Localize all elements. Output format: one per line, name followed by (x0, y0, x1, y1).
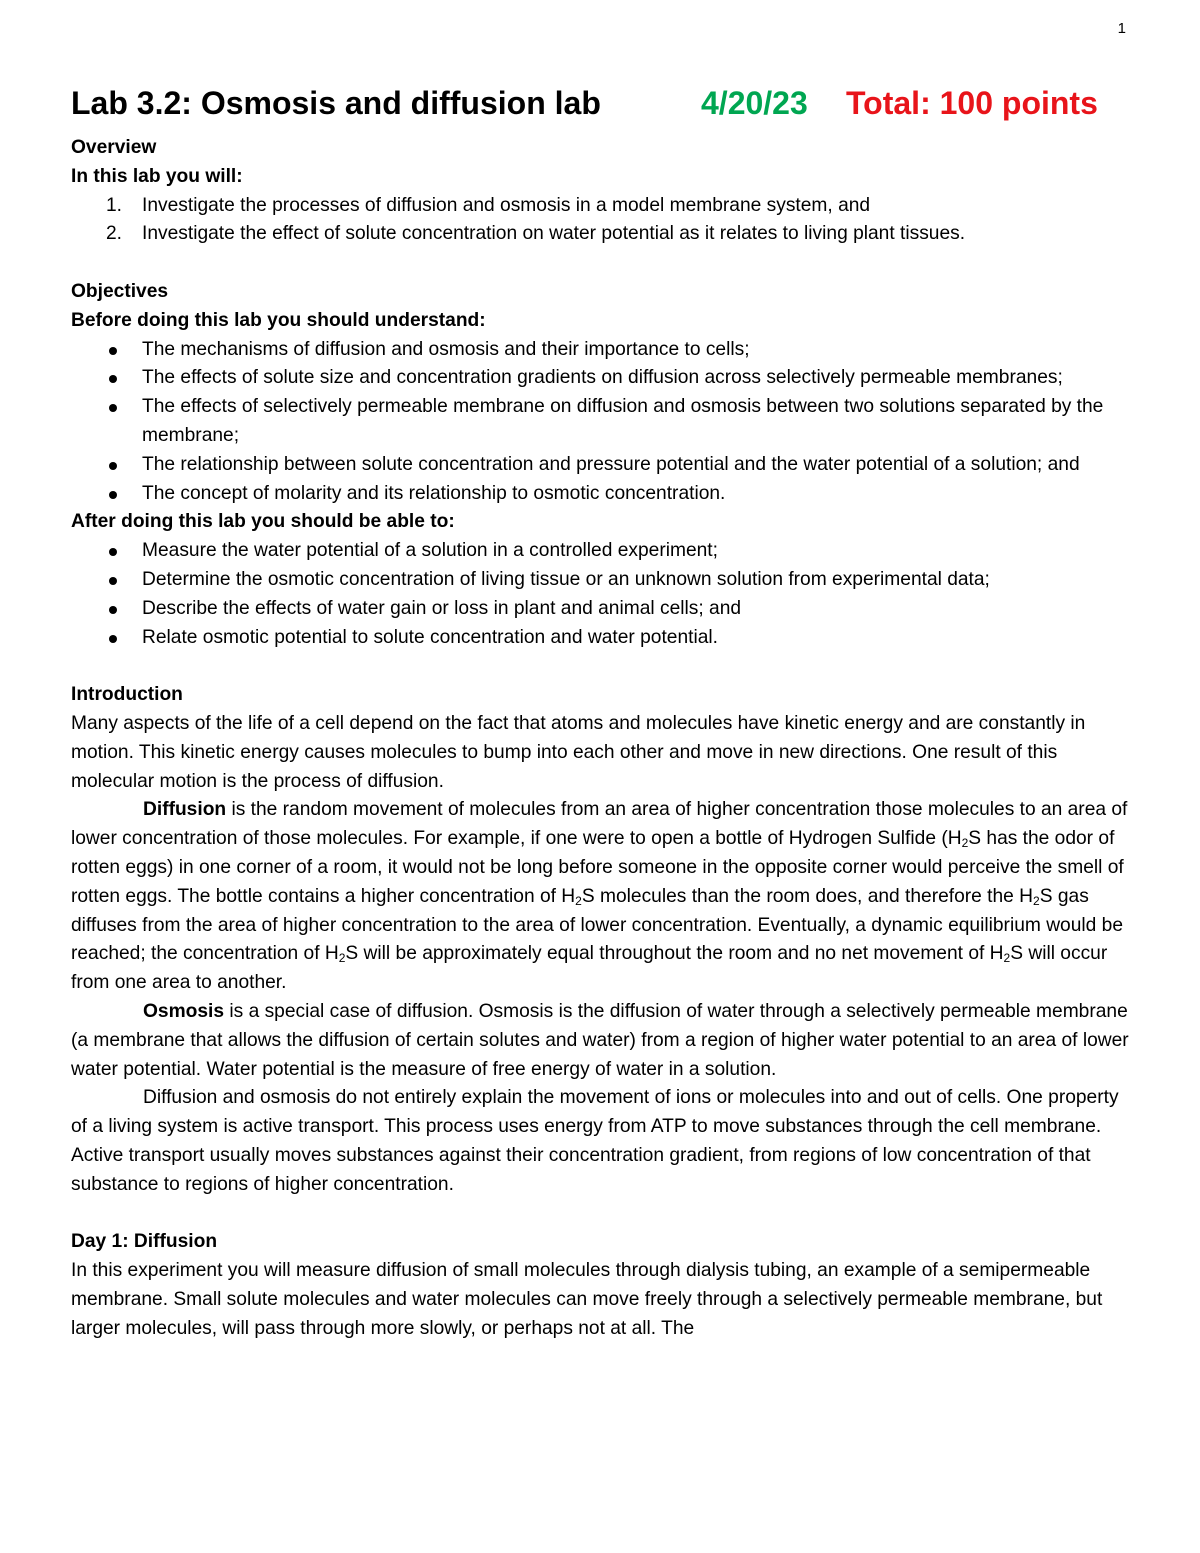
title-main: Lab 3.2: Osmosis and diffusion lab (71, 85, 601, 121)
item-text: The relationship between solute concentration and pressure potential and the water potential of a solution; and (142, 453, 1080, 475)
day1-paragraph-1: In this experiment you will measure diffusion of small molecules through dialysis tubing, an example of a semipermeable membrane. Small solute molecules and water molecules can move freely through a selectively permeable membrane, but larger molecules, will pass through more slowly, or perhaps not at all. The (71, 1260, 1103, 1339)
day1-heading: Day 1: Diffusion (71, 1231, 218, 1253)
introduction-paragraph-4: Diffusion and osmosis do not entirely explain the movement of ions or molecules into and out of cells. One property of a living system is active transport. This process uses energy from ATP to move substances through the cell membrane. Active transport usually moves substances against their concentration gradient, from regions of low concentration of that substance to regions of higher concentration. (71, 1087, 1119, 1195)
item-text: The effects of solute size and concentration gradients on diffusion across selectively permeable membranes; (142, 367, 1063, 389)
overview-heading: Overview (71, 137, 157, 158)
introduction-heading: Introduction (71, 684, 183, 706)
list-item (71, 566, 1133, 595)
objectives-before-list (71, 336, 1133, 509)
document-body (71, 134, 1133, 1343)
item-text: Investigate the processes of diffusion and osmosis in a model membrane system, and (142, 194, 871, 216)
title-total: Total: 100 points (846, 85, 1098, 121)
introduction-paragraph-3: Osmosis is a special case of diffusion. Osmosis is the diffusion of water through a selectively permeable membrane (a membrane that allows the diffusion of certain solutes and water) from a region of higher water potential to an area of lower water potential. Water potential is the measure of free energy of water in a solution. (71, 1000, 1129, 1080)
item-text: Describe the effects of water gain or loss in plant and animal cells; and (142, 597, 742, 619)
list-item (71, 393, 1133, 451)
objectives-before-label: Before doing this lab you should understand: (71, 309, 486, 331)
list-item (71, 336, 1133, 365)
item-number: 2. (106, 223, 123, 245)
item-text: Relate osmotic potential to solute concentration and water potential. (142, 626, 718, 648)
bullet-icon (109, 462, 117, 470)
objectives-after-list (71, 537, 1133, 652)
objectives-after-label: After doing this lab you should be able to: (71, 511, 455, 533)
objectives-heading: Objectives (71, 280, 169, 302)
item-number: 1. (106, 194, 123, 216)
item-text: Investigate the effect of solute concentration on water potential as it relates to living plant tissues. (142, 223, 966, 245)
term-diffusion: Diffusion (143, 799, 227, 821)
bullet-icon (109, 375, 117, 383)
list-item (71, 624, 1133, 653)
overview-list (71, 192, 1133, 250)
item-text: Determine the osmotic concentration of living tissue or an unknown solution from experimental data; (142, 568, 990, 590)
title-date: 4/20/23 (701, 85, 808, 121)
introduction-paragraph-2: Diffusion is the random movement of molecules from an area of higher concentration those molecules to an area of lower concentration of those molecules. For example, if one were to open a bottle of Hydrogen Sulfide ($H_2S$ has the odor of rotten eggs) in one corner of a room, it would not be long before someone in the opposite corner would perceive the smell of rotten eggs. The bottle contains a higher concentration of $H_2S$ molecules than the room does, and therefore the $H_2S$ gas diffuses from the area of higher concentration to the area of lower concentration. Eventually, a dynamic equilibrium would be reached; the concentration of $H_2S$ will be approximately equal throughout the room and no net movement of $H_2S$ will occur from one area to another. (71, 799, 1128, 994)
bullet-icon (109, 347, 117, 355)
bullet-icon (109, 577, 117, 585)
bullet-icon (109, 548, 117, 556)
bullet-icon (109, 606, 117, 614)
item-text: Measure the water potential of a solution in a controlled experiment; (142, 540, 718, 562)
introduction-paragraph-1: Many aspects of the life of a cell depend on the fact that atoms and molecules have kinetic energy and are constantly in motion. This kinetic energy causes molecules to bump into each other and move in new directions. One result of this molecular motion is the process of diffusion. (71, 712, 1086, 792)
list-item (71, 192, 1133, 221)
list-item (71, 595, 1133, 624)
list-item (71, 364, 1133, 393)
list-item (71, 537, 1133, 566)
bullet-icon (109, 404, 117, 412)
page-number: 1 (1117, 20, 1126, 37)
list-item (71, 451, 1133, 480)
item-text: The concept of molarity and its relationship to osmotic concentration. (142, 482, 726, 504)
overview-intro: In this lab you will: (71, 165, 243, 187)
bullet-icon (109, 635, 117, 643)
item-text: The effects of selectively permeable membrane on diffusion and osmosis between two solutions separated by the membrane; (142, 396, 1104, 446)
bullet-icon (109, 491, 117, 499)
document-title (71, 80, 1131, 126)
term-osmosis: Osmosis (143, 1000, 225, 1022)
item-text: The mechanisms of diffusion and osmosis and their importance to cells; (142, 338, 750, 360)
list-item (71, 480, 1133, 509)
list-item (71, 220, 1133, 249)
